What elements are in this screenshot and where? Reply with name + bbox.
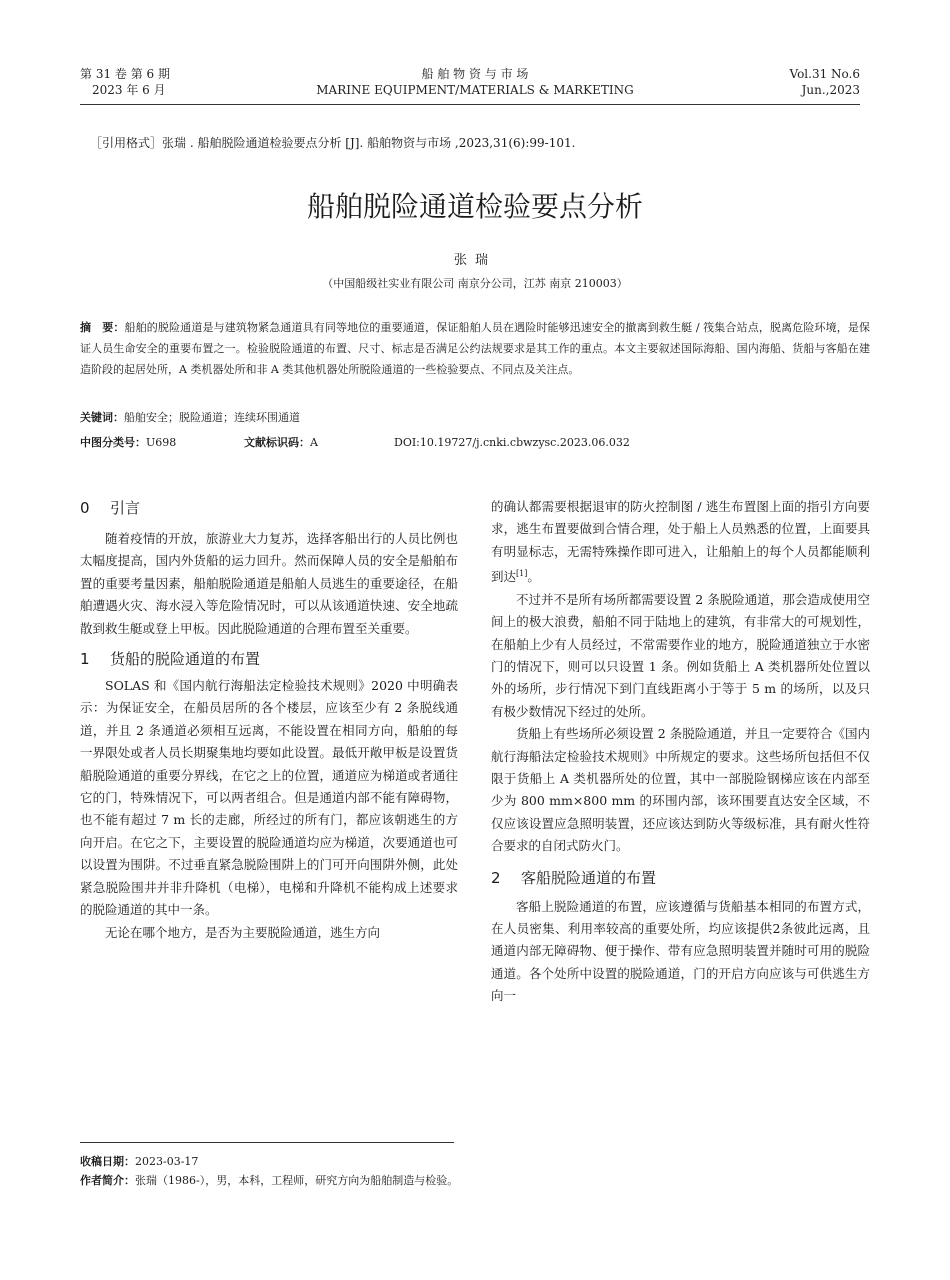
paragraph-text: 的确认都需要根据退审的防火控制图 / 逃生布置图上面的指引方向要求，逃生布置要做到合情合理，处于船上人员熟悉的位置，上面要具有明显标志，无需特殊操作即可进入，让船舶上的每个人员都能顺利到达: [491, 499, 870, 585]
paragraph: 客船上脱险通道的布置，应该遵循与货船基本相同的布置方式，在人员密集、利用率较高的重要处所，均应该提供2条彼此远离，且通道内部无障碍物、便于操作、带有应急照明装置并随时可用的脱险通道。各个处所中设置的脱险通道，门的开启方向应该与可供逃生方向一: [491, 898, 870, 1004]
journal-issue-info: [80, 66, 170, 98]
author-name: 张瑞: [453, 253, 496, 268]
section-title: 货船的脱险通道的布置: [110, 650, 261, 669]
section-heading: [80, 647, 458, 671]
citation-label: ［引用格式］: [90, 136, 163, 150]
journal-name-cn: 船 舶 物 资 与 市 场: [421, 67, 529, 81]
author-affiliation: （中国船级社实业有限公司 南京分公司，江苏 南京 210003）: [322, 277, 628, 290]
issue-date: 2023 年 6 月: [92, 83, 166, 97]
document-code: [244, 434, 318, 452]
keywords-label: 关键词：: [80, 411, 124, 424]
journal-name-en: MARINE EQUIPMENT/MATERIALS & MARKETING: [316, 83, 634, 97]
doi: DOI:10.19727/j.cnki.cbwzysc.2023.06.032: [394, 436, 630, 449]
section-number: 0: [80, 499, 90, 517]
section-number: 1: [80, 650, 90, 669]
clc-value: U698: [146, 436, 177, 449]
citation-text: 张瑞 . 船舶脱险通道检验要点分析 [J]. 船舶物资与市场 ,2023,31(6):99-101.: [162, 136, 576, 150]
bio-text: 张瑞（1986-），男，本科，工程师，研究方向为船舶制造与检验。: [135, 1174, 459, 1187]
abstract-label: 摘 要：: [80, 321, 125, 334]
section-number: 2: [491, 868, 501, 887]
paragraph: SOLAS 和《国内航行海船法定检验技术规则》2020 中明确表示：为保证安全，在船员居所的各个楼层，应该至少有 2 条脱线通道，并且 2 条通道必须相互远离，不能设置在相同方向，船舶的每一界限处或者人员长期聚集地均要如此设置。最低开敞甲板是设置货船脱险通道的重要分界线，在它之上的位置，通道应为梯道或者通往它的门，特殊情况下，可以两者组合。但是通道内部不能有障碍物，也不能有超过 7 m 长的走廊，所经过的所有门，都应该朝逃生的方向开启。在它之下，主要设置的脱险通道均应为梯道，次要通道也可以设置为围阱。不过垂直紧急脱险围阱上的门可开向围阱外侧，此处紧急脱险围井并非升降机（电梯），电梯和升降机不能构成上述要求的脱险通道的其中一条。: [80, 678, 458, 918]
keywords: [80, 409, 300, 427]
received-value: 2023-03-17: [135, 1155, 199, 1168]
reference-marker: [1]: [516, 569, 528, 579]
journal-name: [275, 66, 675, 98]
volume-number: Vol.31 No.6: [789, 67, 860, 81]
paragraph: [491, 496, 870, 589]
section-heading: [491, 866, 870, 890]
citation-format: [90, 135, 575, 151]
abstract-text: 船舶的脱险通道是与建筑物紧急通道具有同等地位的重要通道，保证船舶人员在遇险时能够迅速安全的撤离到救生艇 / 筏集合站点，脱离危险环境，是保证人员生命安全的重要布置之一。检验脱险通道的布置、尺寸、标志是否满足公约法规要求是其工作的重点。本文主要叙述国际海船、国内海船、货船与客船在建造阶段的起居处所，A 类机器处所和非 A 类其他机器处所脱险通道的一些检验要点、不同点及关注点。: [80, 321, 870, 376]
author-bio: [80, 1173, 458, 1189]
body-left-column: [80, 496, 458, 944]
clc-number: [80, 434, 176, 452]
volume-issue: 第 31 卷 第 6 期: [80, 67, 170, 81]
issue-month: Jun.,2023: [801, 83, 860, 97]
journal-vol-info: [730, 66, 860, 98]
clc-label: 中图分类号：: [80, 436, 146, 449]
section-title: 客船脱险通道的布置: [521, 868, 657, 887]
paragraph: 不过并不是所有场所都需要设置 2 条脱险通道，那会造成使用空间上的极大浪费，船舶不同于陆地上的建筑，有非常大的可规划性，在船舶上少有人员经过，不常需要作业的地方，脱险通道独立于水密门的情况下，则可以只设置 1 条。例如货船上 A 类机器所处位置以外的场所，步行情况下到门直线距离小于等于 5 m 的场所，以及只有极少数情况下经过的处所。: [491, 591, 870, 719]
section-title: 引言: [110, 499, 141, 517]
paragraph: 无论在哪个地方，是否为主要脱险通道，逃生方向: [105, 924, 381, 940]
paragraph: 随着疫情的开放，旅游业大力复苏，选择客船出行的人员比例也太幅度提高，国内外货船的运力回升。然而保障人员的安全是船舶布置的重要考量因素，船舶脱险通道是船舶人员逃生的重要途径，在船舶遭遇火灾、海水浸入等危险情况时，可以从该通道快速、安全地疏散到救生艇或登上甲板。因此脱险通道的合理布置至关重要。: [80, 531, 458, 636]
paper-title: 船舶脱险通道检验要点分析: [306, 190, 643, 223]
footnote-divider: [80, 1142, 454, 1143]
doc-code-value: A: [310, 436, 318, 449]
paragraph-end: 。: [527, 569, 540, 585]
section-heading: [80, 496, 458, 520]
body-right-column: [491, 496, 870, 1008]
paragraph: 货船上有些场所必须设置 2 条脱险通道，并且一定要符合《国内航行海船法定检验技术规则》中所规定的要求。这些场所包括但不仅限于货船上 A 类机器所处的位置，其中一部脱险钢梯应该在内部至少为 800 mm×800 mm 的环围内部，该环围要直达安全区域，不仅应该设置应急照明装置，还应该达到防火等级标准，具有耐火性符合要求的自闭式防火门。: [491, 726, 870, 854]
bio-label: 作者简介：: [80, 1174, 135, 1187]
received-label: 收稿日期：: [80, 1155, 135, 1168]
header-divider: [80, 104, 860, 105]
doc-code-label: 文献标识码：: [244, 436, 310, 449]
keywords-text: 船舶安全；脱险通道；连续环围通道: [124, 411, 300, 424]
received-date: [80, 1154, 198, 1170]
abstract: [80, 317, 870, 380]
